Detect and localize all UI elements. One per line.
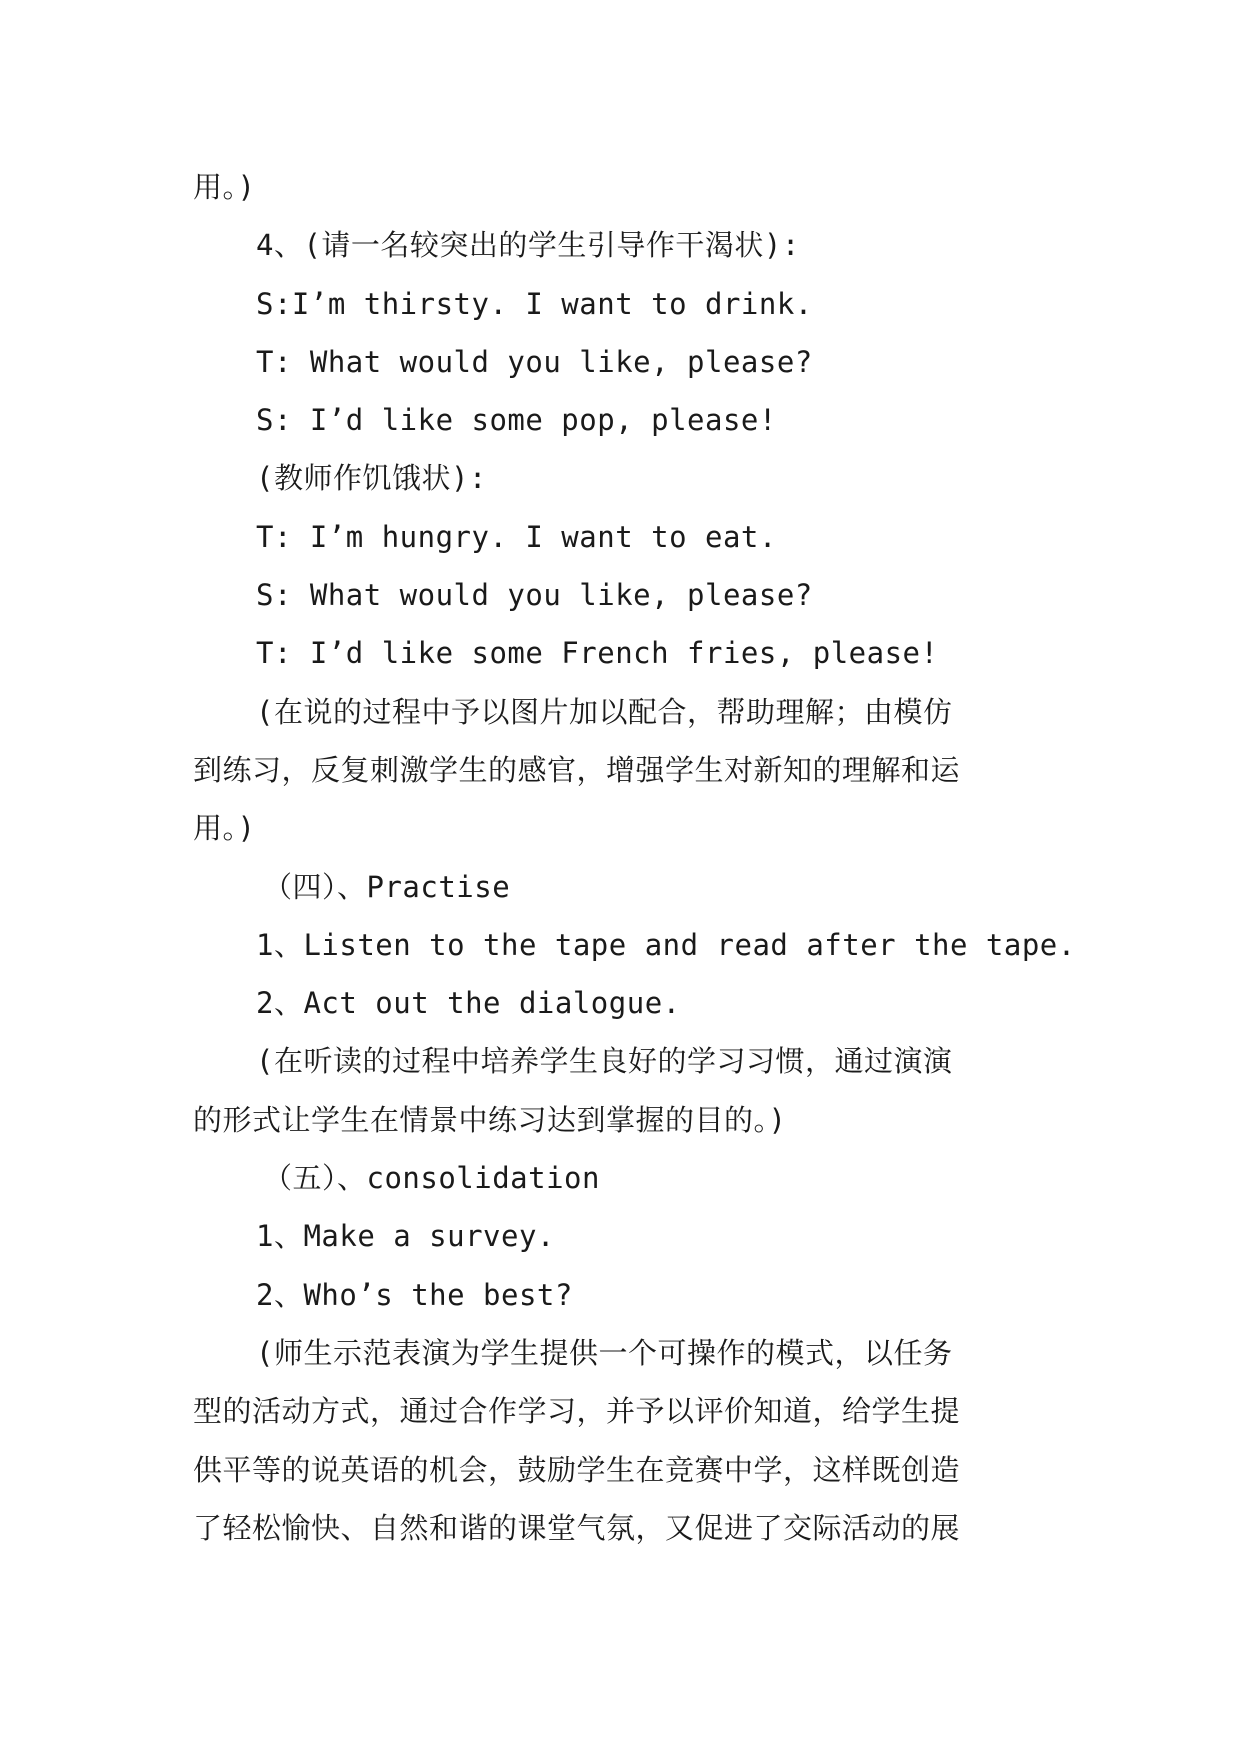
text-line: (在说的过程中予以图片加以配合，帮助理解；由模仿 <box>256 694 953 729</box>
text-line: 2、Who’s the best? <box>256 1277 573 1312</box>
text-line: 用。) <box>193 811 256 846</box>
section-heading: （五）、consolidation <box>263 1161 600 1196</box>
text-line: (教师作饥饿状): <box>256 461 487 496</box>
text-line: T: I’d like some French fries, please! <box>256 636 939 671</box>
document-body <box>193 158 1076 1557</box>
text-line: T: I’m hungry. I want to eat. <box>256 519 777 554</box>
text-line: S:I’m thirsty. I want to drink. <box>256 286 813 321</box>
text-line: 1、Listen to the tape and read after the tape. <box>256 927 1076 962</box>
text-line: (在听读的过程中培养学生良好的学习习惯，通过演演 <box>256 1044 953 1079</box>
text-line: S: I’d like some pop, please! <box>256 403 777 438</box>
section-heading: （四）、Practise <box>263 869 511 904</box>
text-line: 用。) <box>193 170 256 204</box>
text-line: 供平等的说英语的机会，鼓励学生在竞赛中学，这样既创造 <box>193 1452 961 1487</box>
text-line: 型的活动方式，通过合作学习，并予以评价知道，给学生提 <box>193 1394 961 1429</box>
text-line: 4、(请一名较突出的学生引导作干渴状): <box>256 228 800 263</box>
text-line: 2、Act out the dialogue. <box>256 986 681 1021</box>
text-line: (师生示范表演为学生提供一个可操作的模式，以任务 <box>256 1335 953 1370</box>
text-line: 到练习，反复刺激学生的感官，增强学生对新知的理解和运 <box>193 752 961 787</box>
text-line: 的形式让学生在情景中练习达到掌握的目的。) <box>193 1102 787 1137</box>
text-line: 了轻松愉快、自然和谐的课堂气氛，又促进了交际活动的展 <box>193 1510 961 1545</box>
text-line: T: What would you like, please? <box>256 344 813 379</box>
text-line: S: What would you like, please? <box>256 578 813 613</box>
text-line: 1、Make a survey. <box>256 1219 555 1254</box>
